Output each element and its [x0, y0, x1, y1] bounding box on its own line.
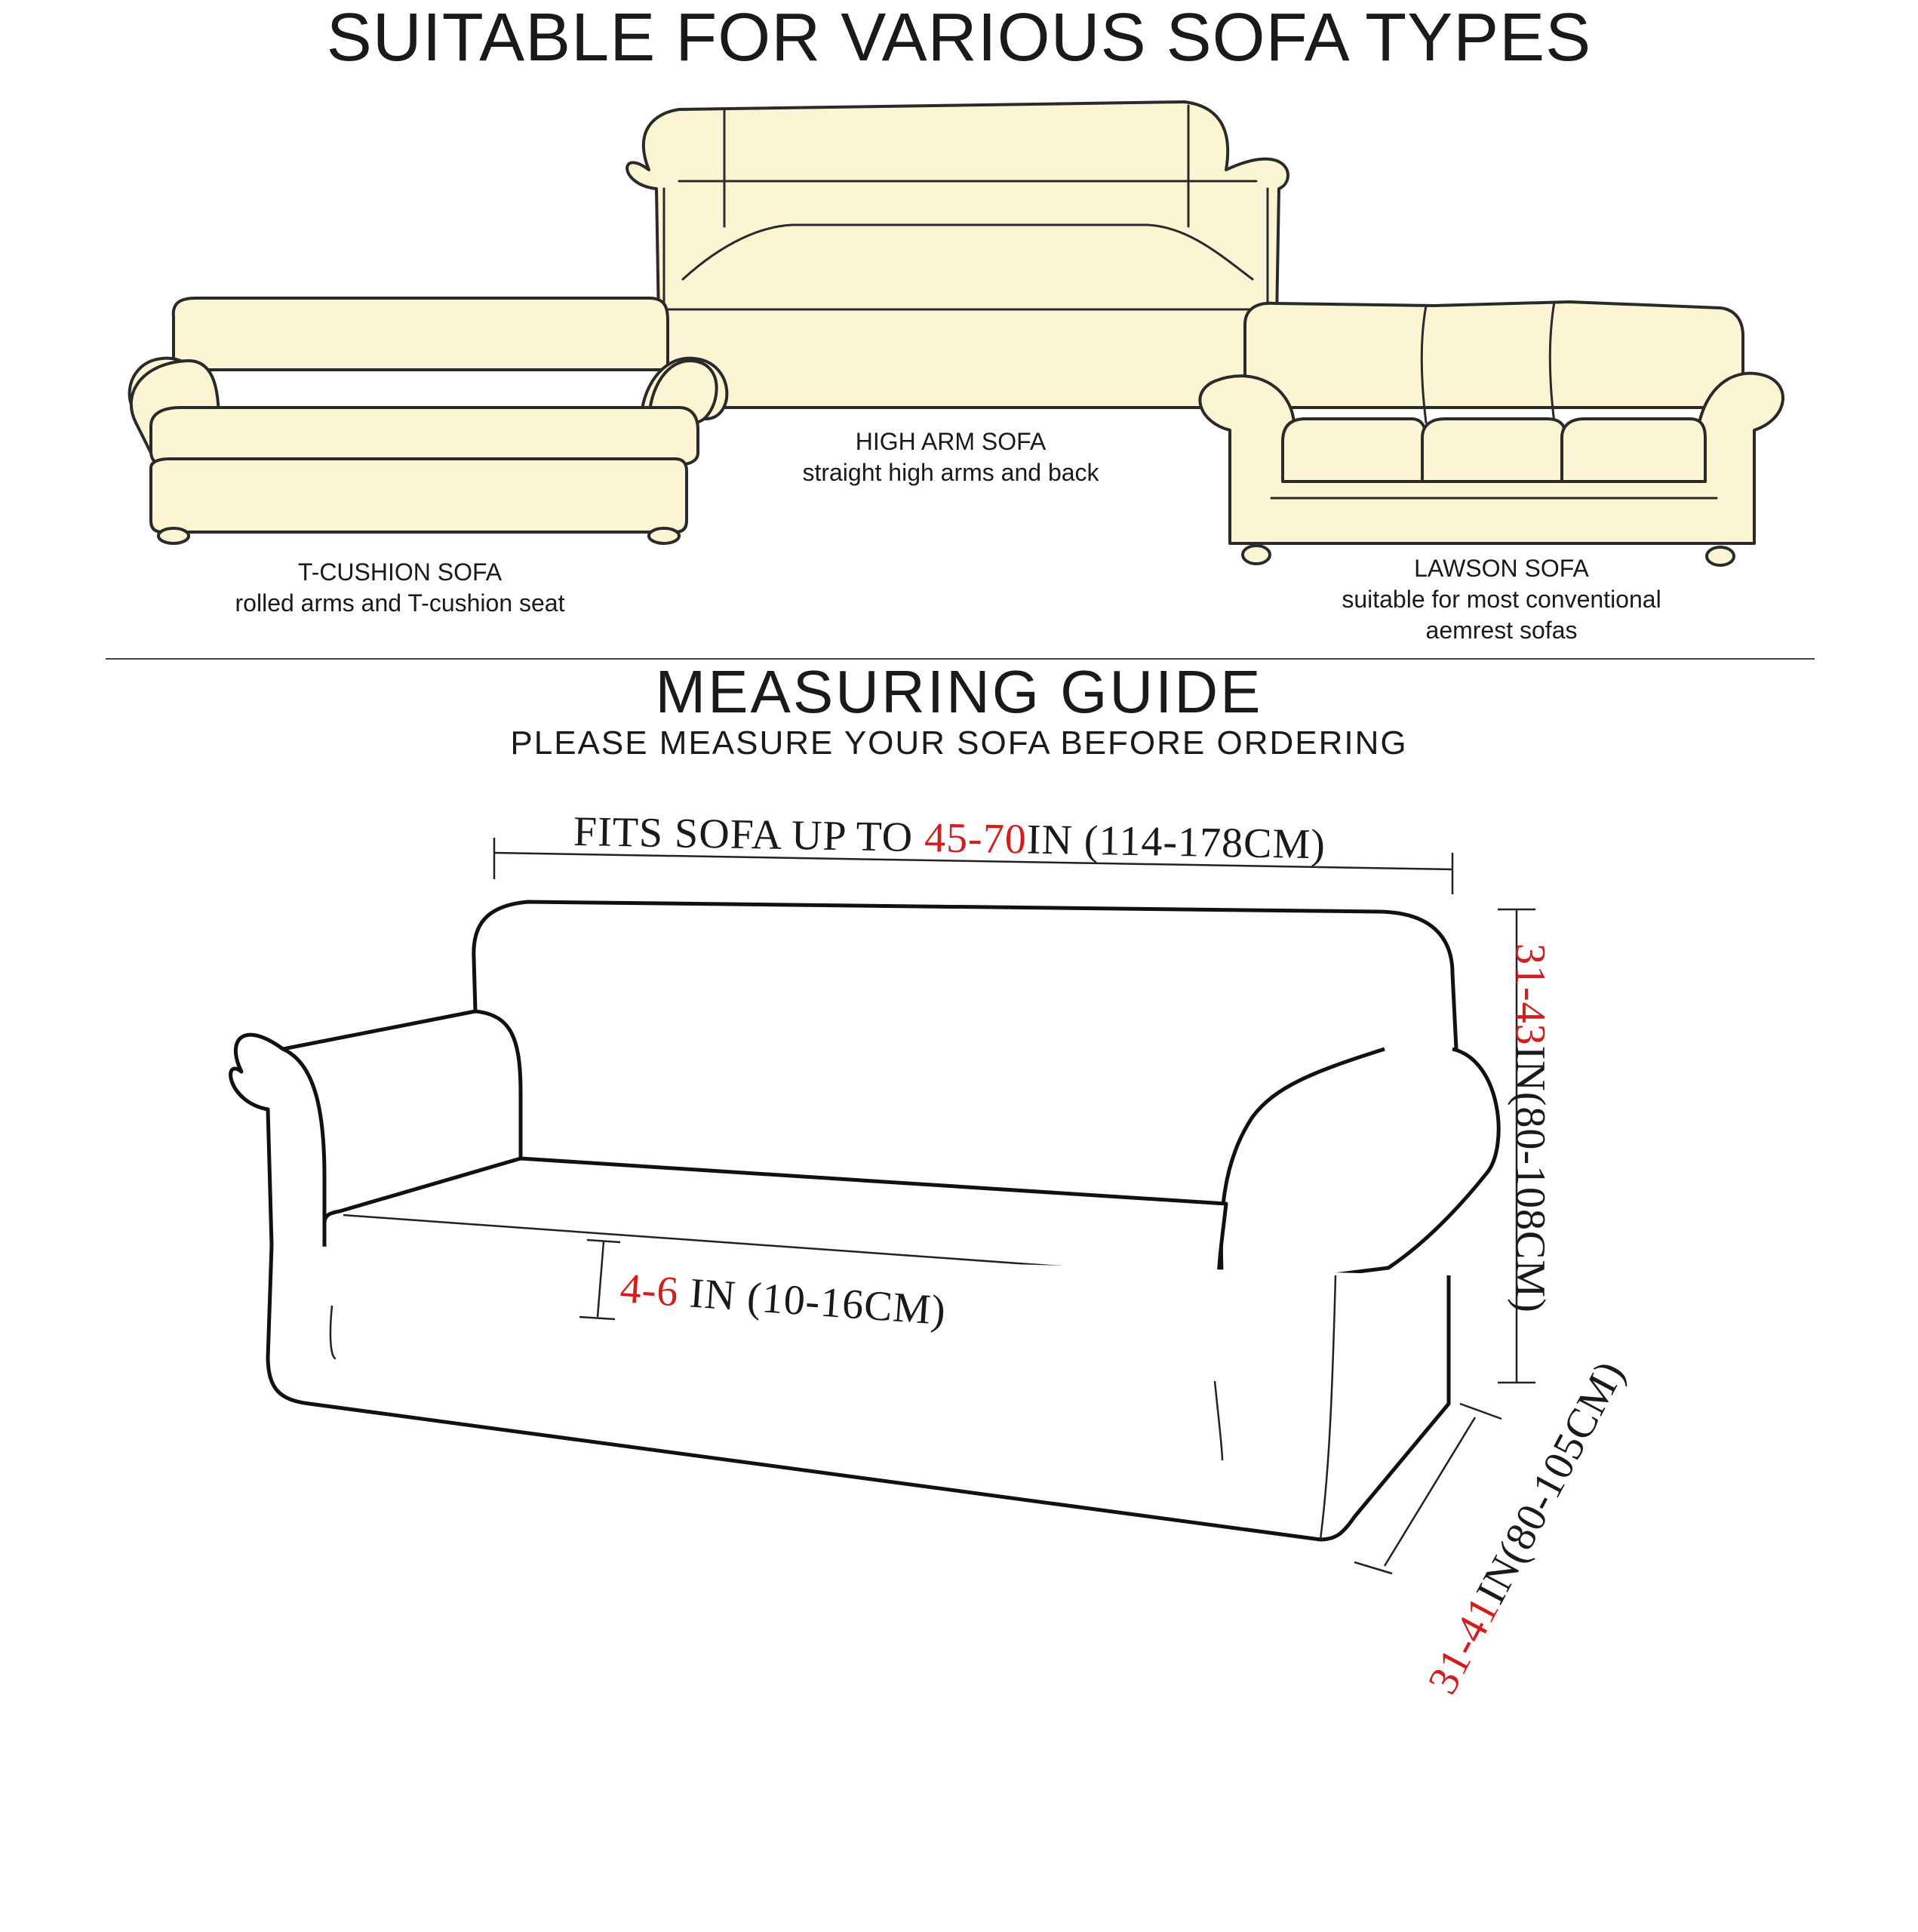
- lawson-sofa-description-line1: suitable for most conventional: [1342, 586, 1661, 613]
- lawson-sofa-caption: [1305, 553, 1698, 646]
- lawson-sofa-name: LAWSON SOFA: [1414, 555, 1589, 582]
- t-cushion-sofa-name: T-CUSHION SOFA: [297, 558, 503, 586]
- t-cushion-sofa-caption: [189, 557, 611, 619]
- height-measurement: [1506, 943, 1554, 1313]
- high-arm-sofa-name: HIGH ARM SOFA: [855, 428, 1047, 455]
- cushion-value: 4-6: [618, 1265, 681, 1316]
- t-cushion-sofa-description: rolled arms and T-cushion seat: [235, 589, 565, 617]
- page-title: SUITABLE FOR VARIOUS SOFA TYPES: [326, 0, 1592, 75]
- measuring-guide-title: MEASURING GUIDE: [655, 658, 1263, 725]
- lawson-sofa-description-line2: aemrest sofas: [1425, 617, 1578, 644]
- height-suffix: IN(80-108CM): [1507, 1045, 1554, 1313]
- width-prefix: FITS SOFA UP TO: [573, 808, 925, 862]
- width-value: 45-70: [924, 814, 1028, 863]
- t-cushion-sofa-illustration: [130, 298, 727, 543]
- depth-suffix: IN(80-105CM): [1467, 1352, 1634, 1611]
- cushion-suffix: IN (10-16CM): [677, 1269, 948, 1335]
- measuring-guide-subtitle: PLEASE MEASURE YOUR SOFA BEFORE ORDERING: [510, 724, 1408, 761]
- width-suffix: IN (114-178CM): [1026, 816, 1326, 869]
- depth-value: 31-41: [1419, 1589, 1509, 1702]
- measuring-sofa-outline: [231, 902, 1499, 1540]
- high-arm-sofa-caption: [762, 426, 1139, 488]
- high-arm-sofa-illustration: [627, 102, 1288, 408]
- high-arm-sofa-description: straight high arms and back: [802, 459, 1099, 486]
- lawson-sofa-illustration: [1200, 302, 1783, 565]
- height-value: 31-43: [1507, 943, 1554, 1046]
